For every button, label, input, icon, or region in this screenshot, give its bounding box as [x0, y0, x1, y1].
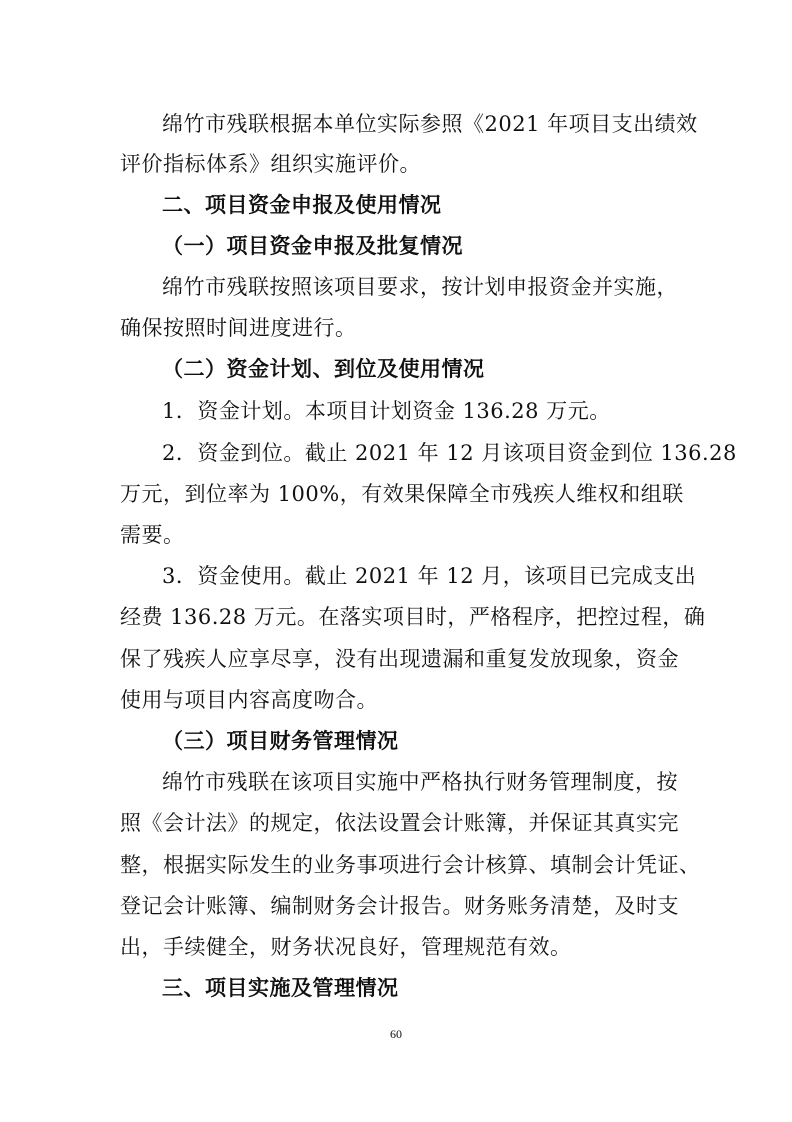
paragraph-line: 登记会计账簿、编制财务会计报告。财务账务清楚，及时支: [120, 894, 679, 918]
paragraph-line: 评价指标体系》组织实施评价。: [120, 152, 421, 176]
page-number: 60: [390, 1027, 402, 1041]
subsection-heading: （一）项目资金申报及批复情况: [162, 233, 463, 258]
paragraph-line: 照《会计法》的规定，依法设置会计账簿，并保证其真实完: [120, 811, 679, 835]
section-heading: 二、项目资金申报及使用情况: [162, 192, 442, 217]
subsection-heading: （三）项目财务管理情况: [162, 728, 399, 753]
paragraph-line: 绵竹市残联按照该项目要求，按计划申报资金并实施，: [162, 275, 678, 299]
section-heading: 三、项目实施及管理情况: [162, 975, 399, 1000]
paragraph-line: 万元，到位率为 100%，有效果保障全市残疾人维权和组联: [120, 482, 684, 506]
paragraph-line: 保了残疾人应享尽享，没有出现遗漏和重复发放现象，资金: [120, 647, 679, 671]
paragraph-line: 绵竹市残联在该项目实施中严格执行财务管理制度，按: [162, 770, 678, 794]
paragraph-line: 整，根据实际发生的业务事项进行会计核算、填制会计凭证、: [120, 853, 701, 877]
subsection-heading: （二）资金计划、到位及使用情况: [162, 356, 485, 381]
paragraph-line: 经费 136.28 万元。在落实项目时，严格程序，把控过程，确: [120, 605, 706, 629]
paragraph-line: 需要。: [120, 523, 185, 547]
paragraph-line: 2．资金到位。截止 2021 年 12 月该项目资金到位 136.28: [162, 441, 737, 465]
paragraph-line: 绵竹市残联根据本单位实际参照《2021 年项目支出绩效: [162, 112, 698, 136]
paragraph-line: 3．资金使用。截止 2021 年 12 月，该项目已完成支出: [162, 564, 697, 588]
paragraph-line: 使用与项目内容高度吻合。: [120, 688, 378, 712]
paragraph-line: 1．资金计划。本项目计划资金 136.28 万元。: [162, 399, 611, 423]
paragraph-line: 出，手续健全，财务状况良好，管理规范有效。: [120, 935, 572, 959]
paragraph-line: 确保按照时间进度进行。: [120, 316, 357, 340]
